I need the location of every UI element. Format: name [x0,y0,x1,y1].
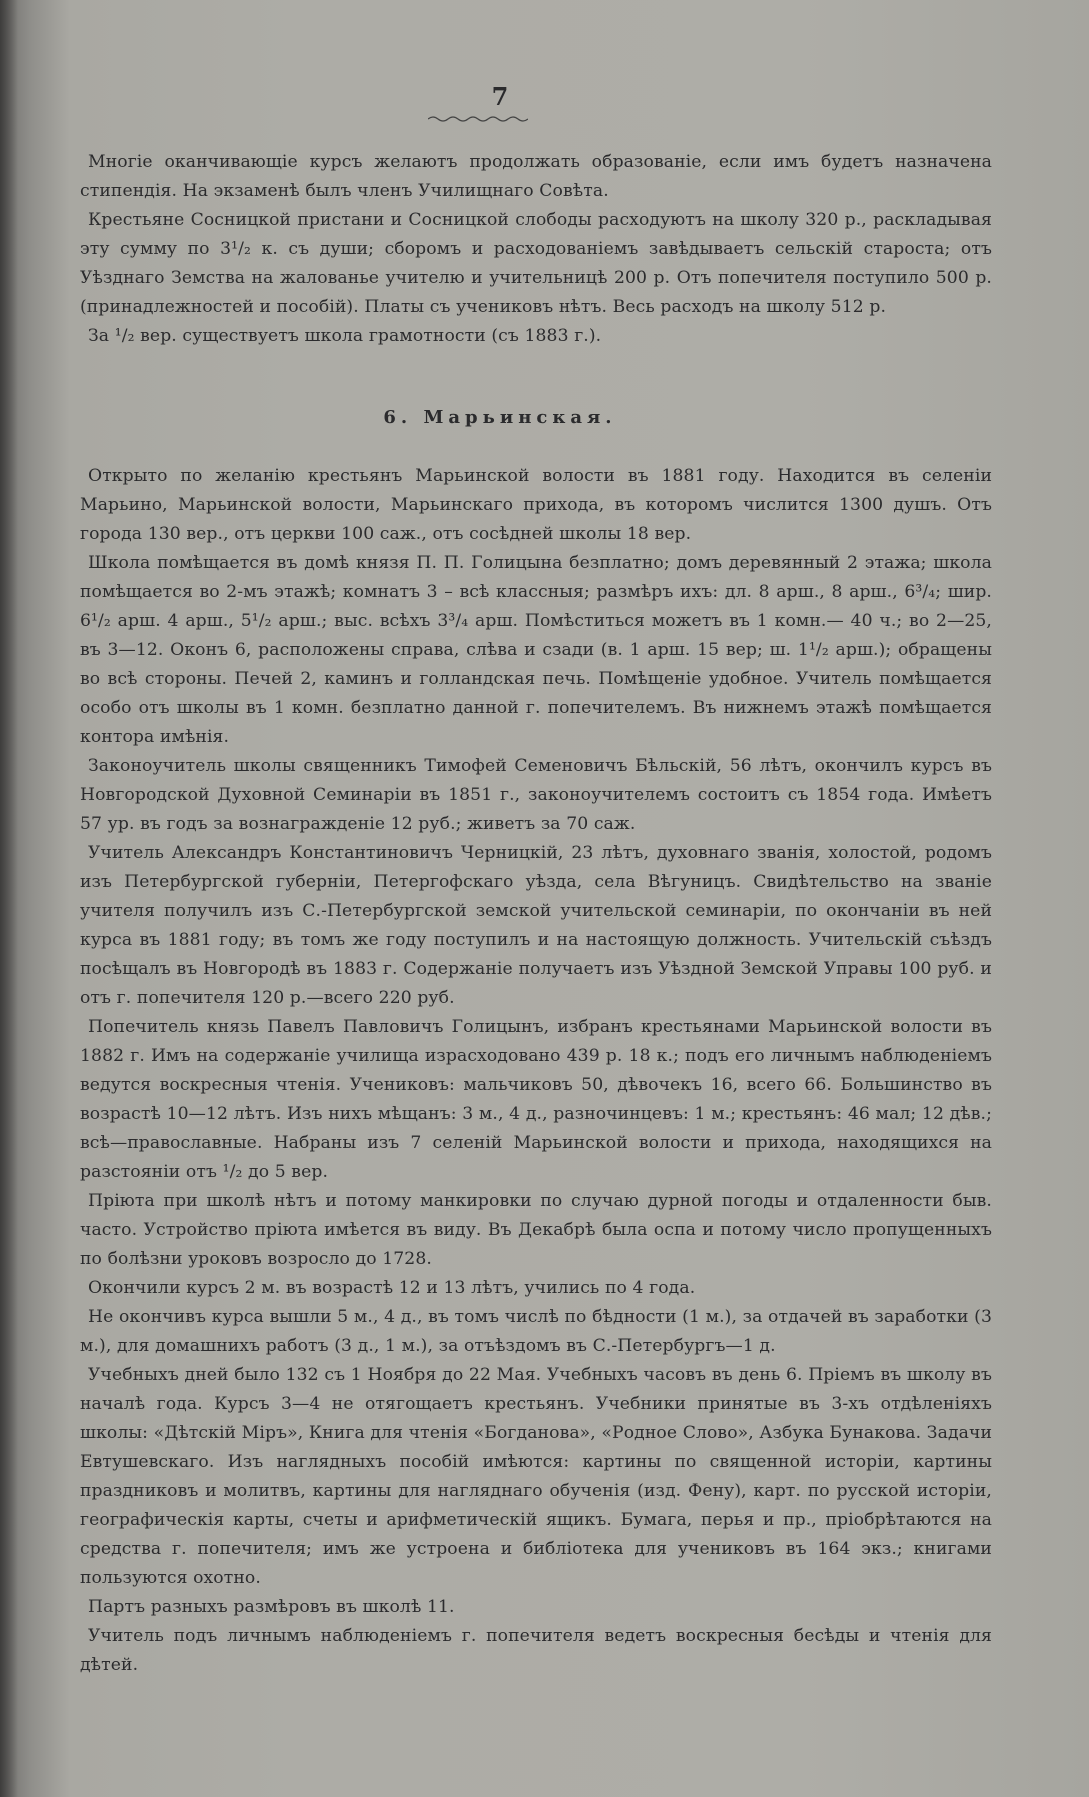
paragraph: Школа помѣщается въ домѣ князя П. П. Голицына безплатно; домъ деревянный 2 этажа; школа помѣщается во 2-мъ этажѣ; комнатъ 3 – всѣ классныя; размѣръ ихъ: дл. 8 арш., 8 арш., 6³/₄; шир. 6¹/₂ арш. 4 арш., 5¹/₂ арш.; выс. всѣхъ 3³/₄ арш. Помѣститься можетъ въ 1 комн.— 40 ч.; во 2—25, въ 3—12. Оконъ 6, расположены справа, слѣва и сзади (в. 1 арш. 15 вер; ш. 1¹/₂ арш.); обращены во всѣ стороны. Печей 2, каминъ и голландская печь. Помѣщеніе удобное. Учитель помѣщается особо отъ школы въ 1 комн. безплатно данной г. попечителемъ. Въ нижнемъ этажѣ помѣщается контора имѣнія. [80,553,992,747]
page-number: 7 [491,82,509,111]
paragraph: Окончили курсъ 2 м. въ возрастѣ 12 и 13 лѣтъ, учились по 4 года. [88,1278,696,1298]
intro-text [80,148,992,351]
paragraph: Попечитель князь Павелъ Павловичъ Голицынъ, избранъ крестьянами Марьинской волости въ 1882 г. Имъ на содержаніе училища израсходовано 439 р. 18 к.; подъ его личнымъ наблюденіемъ ведутся воскресныя чтенія. Учениковъ: мальчиковъ 50, дѣвочекъ 16, всего 66. Большинство въ возрастѣ 10—12 лѣтъ. Изъ нихъ мѣщанъ: 3 м., 4 д., разночинцевъ: 1 м.; крестьянъ: 46 мал; 12 дѣв.; всѣ—православные. Набраны изъ 7 селеній Марьинской волости и прихода, находящихся на разстояніи отъ ¹/₂ до 5 вер. [80,1017,992,1182]
paragraph: Многіе оканчивающіе курсъ желаютъ продолжать образованіе, если имъ будетъ назначена стипендія. На экзаменѣ былъ членъ Училищнаго Совѣта. [80,152,992,201]
paragraph: Пріюта при школѣ нѣтъ и потому манкировки по случаю дурной погоды и отдаленности быв. часто. Устройство пріюта имѣется въ виду. Въ Декабрѣ была оспа и потому число пропущенныхъ по болѣзни уроковъ возросло до 1728. [80,1191,992,1269]
paragraph: Учитель подъ личнымъ наблюденіемъ г. попечителя ведетъ воскресныя бесѣды и чтенія для дѣтей. [80,1626,992,1675]
paragraph: Законоучитель школы священникъ Тимофей Семеновичъ Бѣльскій, 56 лѣтъ, окончилъ курсъ въ Новгородской Духовной Семинаріи въ 1851 г., законоучителемъ состоитъ съ 1854 года. Имѣетъ 57 ур. въ годъ за вознагражденіе 12 руб.; живетъ за 70 саж. [80,756,992,834]
section-heading: 6. Марьинская. [383,407,617,428]
paragraph: Учебныхъ дней было 132 съ 1 Ноября до 22 Мая. Учебныхъ часовъ въ день 6. Пріемъ въ школу въ началѣ года. Курсъ 3—4 не отягощаетъ крестьянъ. Учебники принятые въ 3-хъ отдѣленіяхъ школы: «Дѣтскій Міръ», Книга для чтенія «Богданова», «Родное Слово», Азбука Бунакова. Задачи Евтушевскаго. Изъ наглядныхъ пособій имѣются: картины по священной исторіи, картины праздниковъ и молитвъ, картины для нагляднаго обученія (изд. Фену), карт. по русской исторіи, географическія карты, счеты и арифметическій ящикъ. Бумага, перья и пр., пріобрѣтаются на средства г. попечителя; имъ же устроена и библіотека для учениковъ въ 164 экз.; книгами пользуются охотно. [80,1365,992,1588]
paragraph: Учитель Александръ Константиновичъ Черницкій, 23 лѣтъ, духовнаго званія, холостой, родомъ изъ Петербургской губерніи, Петергофскаго уѣзда, села Вѣгуницъ. Свидѣтельство на званіе учителя получилъ изъ С.-Петербургской земской учительской семинаріи, по окончаніи въ ней курса въ 1881 году; въ томъ же году поступилъ и на настоящую должность. Учительскій съѣздъ посѣщалъ въ Новгородѣ въ 1883 г. Содержаніе получаетъ изъ Уѣздной Земской Управы 100 руб. и отъ г. попечителя 120 р.—всего 220 руб. [80,843,992,1008]
ornament-divider [428,114,528,122]
section-text [80,462,992,1680]
paragraph: Не окончивъ курса вышли 5 м., 4 д., въ томъ числѣ по бѣдности (1 м.), за отдачей въ заработки (3 м.), для домашнихъ работъ (3 д., 1 м.), за отъѣздомъ въ С.-Петербургъ—1 д. [80,1307,992,1356]
paragraph: Крестьяне Сосницкой пристани и Сосницкой слободы расходуютъ на школу 320 р., раскладывая эту сумму по 3¹/₂ к. съ души; сборомъ и расходованіемъ завѣдываетъ сельскій староста; отъ Уѣзднаго Земства на жалованье учителю и учительницѣ 200 р. Отъ попечителя поступило 500 р. (принадлежностей и пособій). Платы съ учениковъ нѣтъ. Весь расходъ на школу 512 р. [80,210,992,317]
paragraph: Партъ разныхъ размѣровъ въ школѣ 11. [88,1597,455,1617]
paragraph: Открыто по желанію крестьянъ Марьинской волости въ 1881 году. Находится въ селеніи Марьино, Марьинской волости, Марьинскаго прихода, въ которомъ числится 1300 душъ. Отъ города 130 вер., отъ церкви 100 саж., отъ сосѣдней школы 18 вер. [80,466,992,544]
binding-shadow [0,0,18,1797]
paragraph: За ¹/₂ вер. существуетъ школа грамотности (съ 1883 г.). [88,326,602,346]
